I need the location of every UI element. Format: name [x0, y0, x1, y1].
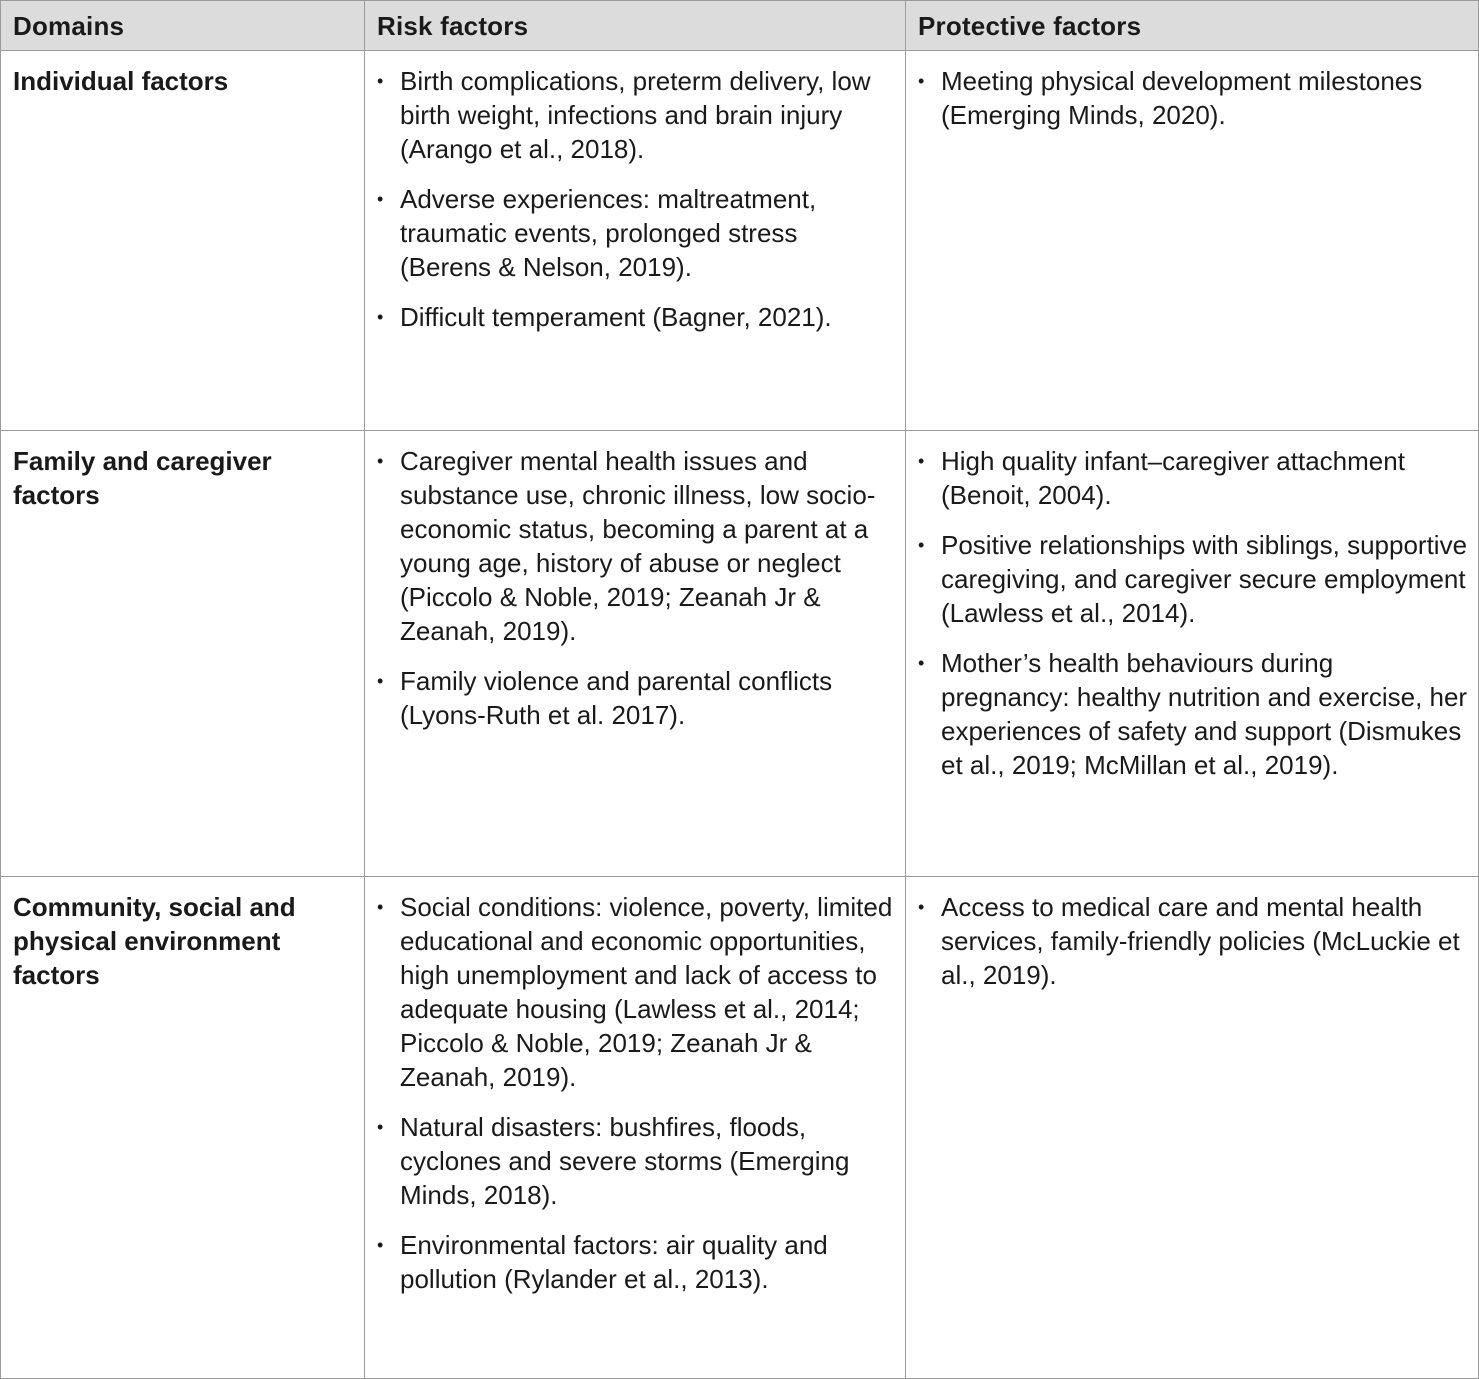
list-item: • Natural disasters: bushfires, floods, cyclones and severe storms (Emerging Minds, 2018).: [375, 1110, 895, 1212]
protective-factors-cell: [906, 51, 1479, 431]
risk-factors-list: [375, 890, 895, 1296]
risk-factors-list: [375, 444, 895, 732]
protective-factors-list: [916, 890, 1468, 992]
header-domains: Domains: [1, 1, 365, 51]
table-row-family: [1, 431, 1479, 877]
table-body: [1, 51, 1479, 1379]
list-item: • High quality infant–caregiver attachment (Benoit, 2004).: [916, 444, 1468, 512]
list-item: • Difficult temperament (Bagner, 2021).: [375, 300, 895, 334]
header-protective-factors: Protective factors: [906, 1, 1479, 51]
header-risk-factors: Risk factors: [365, 1, 906, 51]
protective-factors-cell: [906, 431, 1479, 877]
list-item: • Caregiver mental health issues and substance use, chronic illness, low socio-economic status, becoming a parent at a young age, history of abuse or neglect (Piccolo & Noble, 2019; Zeanah Jr & Zeanah, 2019).: [375, 444, 895, 648]
list-item: • Meeting physical development milestones (Emerging Minds, 2020).: [916, 64, 1468, 132]
risk-factors-cell: [365, 431, 906, 877]
domain-cell: Family and caregiver factors: [1, 431, 365, 877]
list-item: • Mother’s health behaviours during pregnancy: healthy nutrition and exercise, her experiences of safety and support (Dismukes et al., 2019; McMillan et al., 2019).: [916, 646, 1468, 782]
list-item: • Family violence and parental conflicts (Lyons-Ruth et al. 2017).: [375, 664, 895, 732]
list-item: • Environmental factors: air quality and pollution (Rylander et al., 2013).: [375, 1228, 895, 1296]
list-item: • Adverse experiences: maltreatment, traumatic events, prolonged stress (Berens & Nelson, 2019).: [375, 182, 895, 284]
list-item: • Birth complications, preterm delivery, low birth weight, infections and brain injury (Arango et al., 2018).: [375, 64, 895, 166]
protective-factors-list: [916, 444, 1468, 782]
list-item: • Social conditions: violence, poverty, limited educational and economic opportunities, high unemployment and lack of access to adequate housing (Lawless et al., 2014; Piccolo & Noble, 2019; Zeanah Jr & Zeanah, 2019).: [375, 890, 895, 1094]
risk-factors-list: [375, 64, 895, 334]
domain-cell: Individual factors: [1, 51, 365, 431]
risk-factors-cell: [365, 51, 906, 431]
protective-factors-list: [916, 64, 1468, 132]
table-row-community: [1, 877, 1479, 1379]
list-item: • Positive relationships with siblings, supportive caregiving, and caregiver secure employment (Lawless et al., 2014).: [916, 528, 1468, 630]
domain-cell: Community, social and physical environment factors: [1, 877, 365, 1379]
table-header: [1, 1, 1479, 51]
header-row: [1, 1, 1479, 51]
protective-factors-cell: [906, 877, 1479, 1379]
list-item: • Access to medical care and mental health services, family-friendly policies (McLuckie et al., 2019).: [916, 890, 1468, 992]
risk-factors-cell: [365, 877, 906, 1379]
table-row-individual: [1, 51, 1479, 431]
